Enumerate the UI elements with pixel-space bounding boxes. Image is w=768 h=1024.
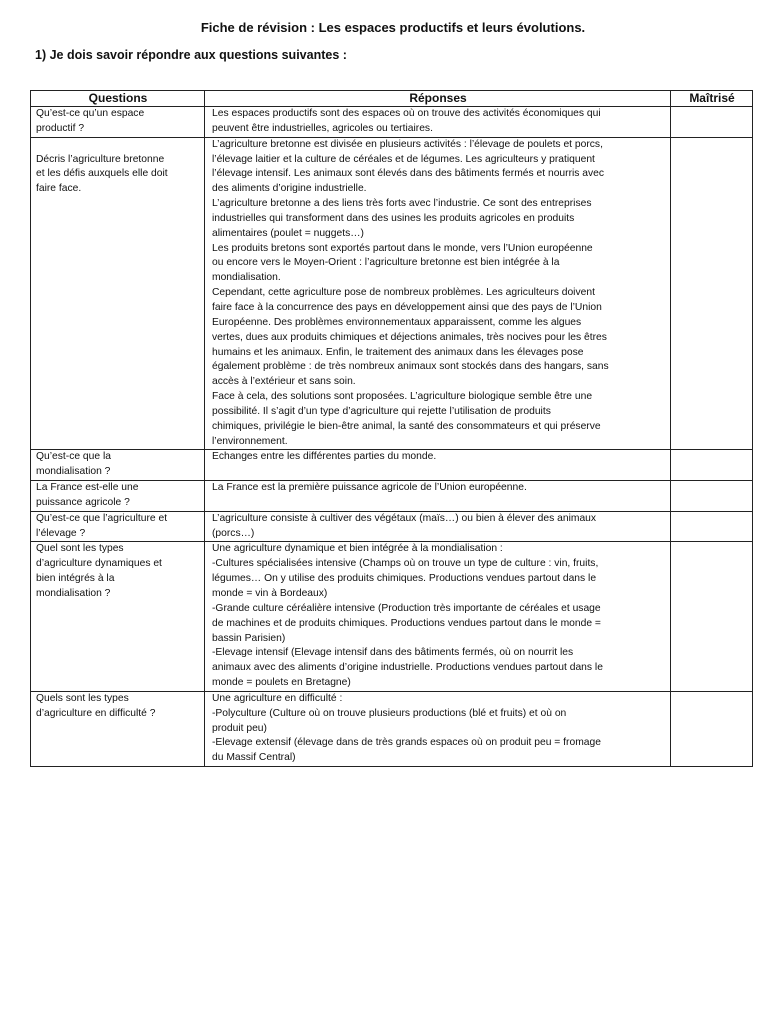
table-row: [31, 137, 753, 450]
answer-cell: [205, 450, 671, 481]
question-text: Quels sont les types d’agriculture en difficulté ?: [36, 692, 156, 719]
header-reponses: Réponses: [205, 91, 671, 107]
question-cell: [31, 450, 205, 481]
question-cell: [31, 691, 205, 766]
answer-text: L’agriculture consiste à cultiver des végétaux (maïs…) ou bien à élever des animaux (porcs…): [212, 512, 597, 539]
answer-cell: [205, 542, 671, 691]
mastered-cell[interactable]: [671, 542, 753, 691]
answer-cell: [205, 511, 671, 542]
answer-cell: [205, 137, 671, 450]
mastered-cell[interactable]: [671, 481, 753, 512]
mastered-cell[interactable]: [671, 691, 753, 766]
header-questions: Questions: [31, 91, 205, 107]
answer-cell: [205, 107, 671, 138]
revision-table: [30, 90, 753, 767]
question-text: Quel sont les types d’agriculture dynamiques et bien intégrés à la mondialisation ?: [36, 543, 162, 599]
question-cell: [31, 542, 205, 691]
section-heading: 1) Je dois savoir répondre aux questions suivantes :: [35, 48, 347, 62]
answer-text: Echanges entre les différentes parties du monde.: [212, 451, 437, 463]
table-row: [31, 481, 753, 512]
mastered-cell[interactable]: [671, 137, 753, 450]
question-text: Qu’est-ce que l’agriculture et l’élevage ?: [36, 512, 168, 539]
table-row: [31, 450, 753, 481]
page-title: Fiche de révision : Les espaces productifs et leurs évolutions.: [200, 20, 586, 35]
answer-text: La France est la première puissance agricole de l’Union européenne.: [212, 482, 527, 494]
question-cell: [31, 511, 205, 542]
table-row: [31, 691, 753, 766]
mastered-cell[interactable]: [671, 511, 753, 542]
question-cell: [31, 137, 205, 450]
question-text: Décris l’agriculture bretonne et les défis auxquels elle doit faire face.: [36, 153, 168, 195]
question-cell: [31, 107, 205, 138]
answer-text: Les espaces productifs sont des espaces où on trouve des activités économiques qui peuvent être industrielles, agricoles ou tertiaires.: [212, 108, 601, 134]
question-cell: [31, 481, 205, 512]
question-text: Qu’est-ce qu’un espace productif ?: [36, 108, 145, 134]
mastered-cell[interactable]: [671, 107, 753, 138]
answer-text: L’agriculture bretonne est divisée en plusieurs activités : l’élevage de poulets et porcs, l’élevage laitier et la culture de céréales et de légumes. Les agriculteurs y pratiquent l’élevage intensif. Les animaux sont élevés dans des bâtiments fermés et nourris avec des aliments d’origine industrielle. L’agriculture bretonne a des liens très forts avec l’industrie. Ce sont des entreprises industrielles qui transforment dans des usines les produits agricoles en produits alimentaires (poulet = nuggets…) Les produits bretons sont exportés partout dans le monde, vers l’Union européenne ou encore vers le Moyen-Orient : l’agriculture bretonne est bien intégrée à la mondialisation. Cependant, cette agriculture pose de nombreux problèmes. Les agriculteurs doivent faire face à la concurrence des pays en développement ainsi que des pays de l’Union Européenne. Des problèmes environnementaux apparaissent, comme les algues vertes, dues aux produits chimiques et déjections animales, très nocives pour les êtres humains et les animaux. Enfin, le traitement des animaux dans les élevages pose également problème : de très nombreux animaux sont stockés dans des hangars, sans accès à l’extérieur et sans soin. Face à cela, des solutions sont proposées. L’agriculture biologique semble être une possibilité. Il s’agit d’un type d’agriculture qui rejette l’utilisation de produits chimiques, privilégie le bien-être animal, la santé des consommateurs et qui préserve l’environnement.: [212, 138, 609, 447]
header-maitrise: Maîtrisé: [671, 91, 753, 107]
table-header-row: [31, 91, 753, 107]
answer-cell: [205, 691, 671, 766]
question-text: Qu’est-ce que la mondialisation ?: [36, 451, 111, 478]
question-text: La France est-elle une puissance agricole ?: [36, 482, 139, 508]
table-row: [31, 542, 753, 691]
answer-text: Une agriculture dynamique et bien intégrée à la mondialisation : -Cultures spécialisées intensive (Champs où on trouve un type de culture : vin, fruits, légumes… On y utilise des produits chimiques. Productions vendues partout dans le monde = vin à Bordeaux) -Grande culture céréalière intensive (Production très importante de céréales et usage de machines et de produits chimiques. Productions vendues partout dans le monde = bassin Parisien) -Elevage intensif (Elevage intensif dans des bâtiments fermés, où on nourrit les animaux avec des aliments d’origine industrielle. Productions vendues partout dans le monde = poulets en Bretagne): [212, 543, 603, 689]
answer-text: Une agriculture en difficulté : -Polyculture (Culture où on trouve plusieurs productions (blé et fruits) et où on produit peu) -Elevage extensif (élevage dans de très grands espaces où on produit peu = fromage du Massif Central): [212, 692, 601, 764]
mastered-cell[interactable]: [671, 450, 753, 481]
answer-cell: [205, 481, 671, 512]
table-row: [31, 107, 753, 138]
table-row: [31, 511, 753, 542]
